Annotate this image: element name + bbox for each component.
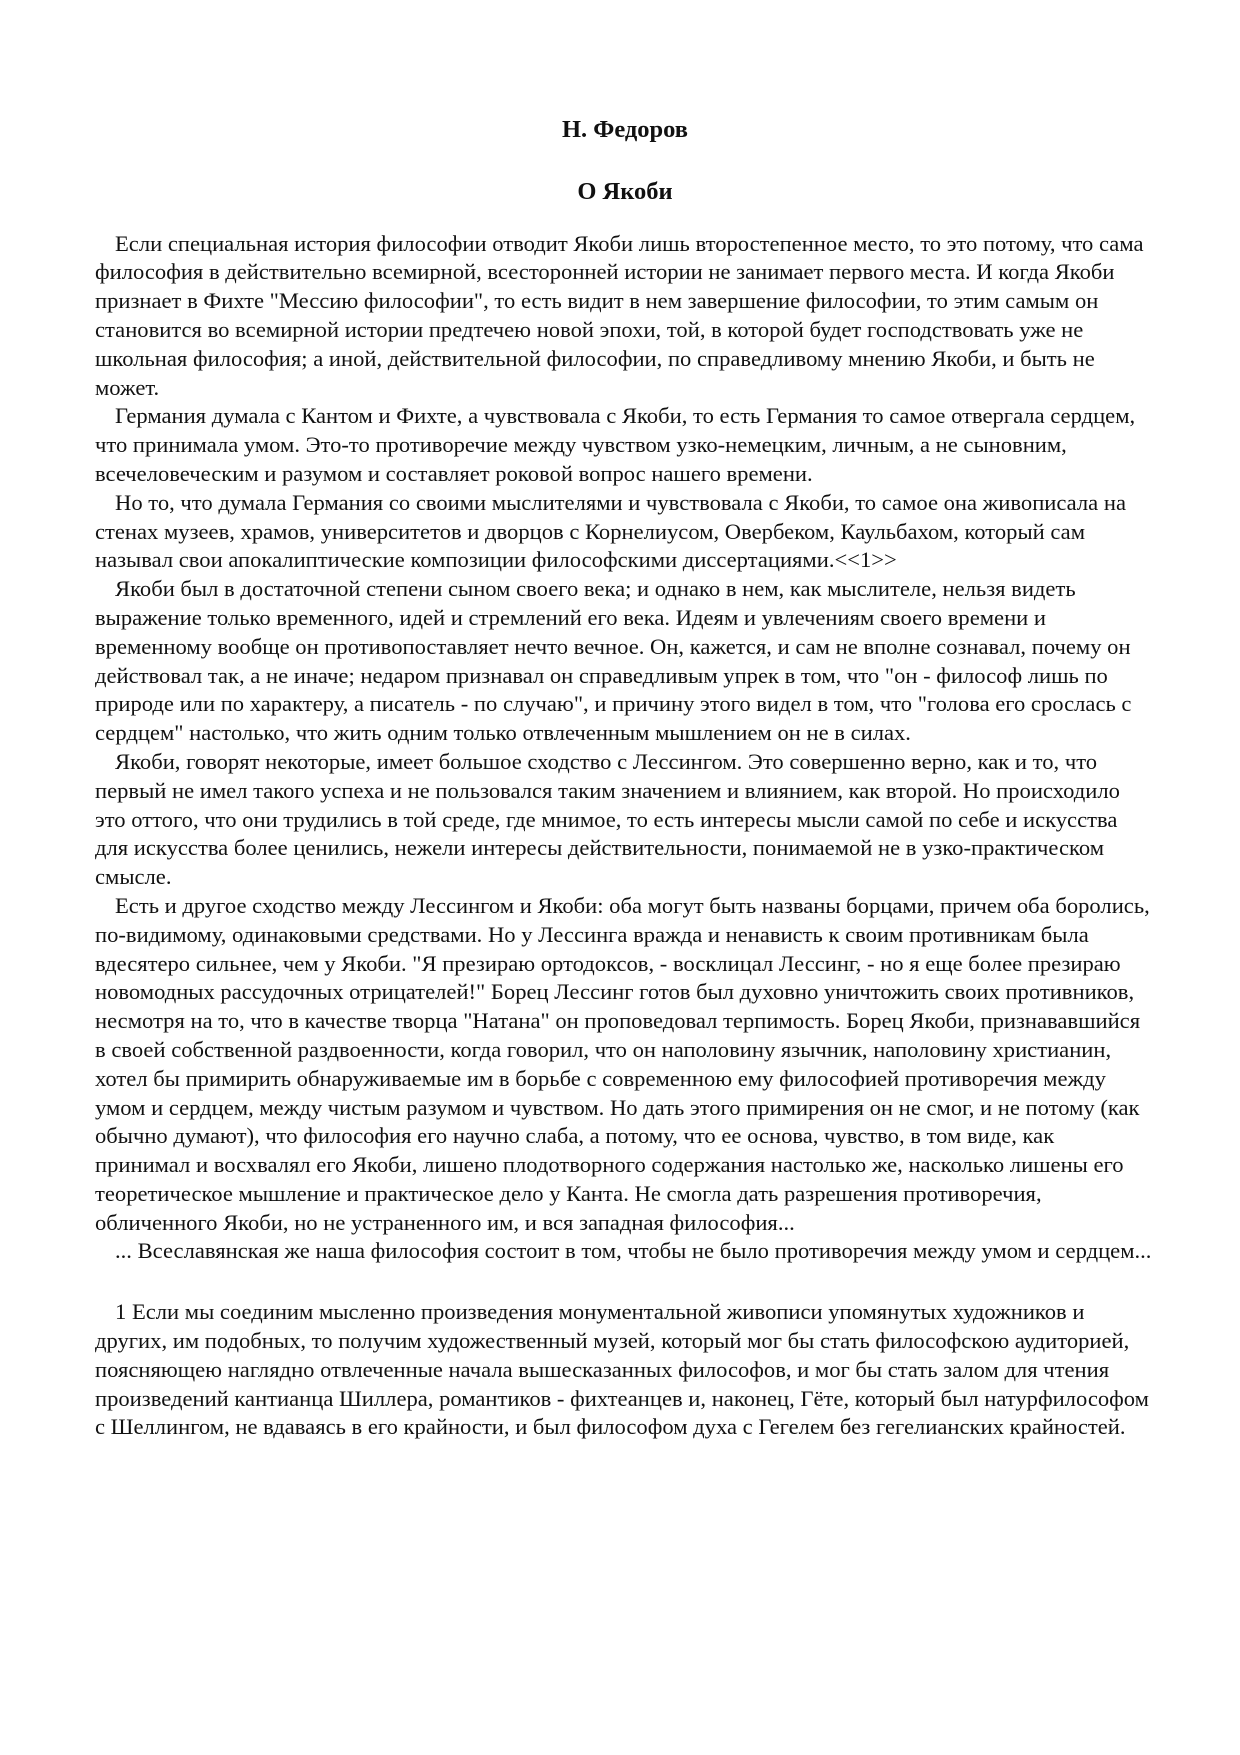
paragraph-2: Германия думала с Кантом и Фихте, а чувствовала с Якоби, то есть Германия то самое отвергала сердцем, что принимала умом. Это-то противоречие между чувством узко-немецким, личным, а не сыновним, всечеловеческим и разумом и составляет роковой вопрос нашего времени. xyxy=(95,403,1136,486)
paragraph-4: Якоби был в достаточной степени сыном своего века; и однако в нем, как мыслителе, нельзя видеть выражение только временного, идей и стремлений его века. Идеям и увлечениям своего времени и временному вообще он противопоставляет нечто вечное. Он, кажется, и сам не вполне сознавал, почему он действовал так, а не иначе; недаром признавал он справедливым упрек в том, что "он - философ лишь по природе или по характеру, а писатель - по случаю", и причину этого видел в том, что "голова его срослась с сердцем" настолько, что жить одним только отвлеченным мышлением он не в силах. xyxy=(95,576,1132,746)
paragraph-5: Якоби, говорят некоторые, имеет большое сходство с Лессингом. Это совершенно верно, как и то, что первый не имел такого успеха и не пользовался таким значением и влиянием, как второй. Но происходило это оттого, что они трудились в той среде, где мнимое, то есть интересы мысли самой по себе и искусства для искусства более ценились, нежели интересы действительности, понимаемой не в узко-практическом смысле. xyxy=(95,748,1120,890)
paragraph-1: Если специальная история философии отводит Якоби лишь второстепенное место, то это потому, что сама философия в действительно всемирной, всесторонней истории не занимает первого места. И когда Якоби признает в Фихте "Мессию философии", то есть видит в нем завершение философии, то этим самым он становится во всемирной истории предтечею новой эпохи, той, в которой будет господствовать уже не школьная философия; а иной, действительной философии, по справедливому мнению Якоби, и быть не может. xyxy=(95,230,1144,400)
author-name: Н. Федоров xyxy=(561,116,689,143)
document-page xyxy=(95,116,1155,1442)
footnote-1: 1 Если мы соединим мысленно произведения монументальной живописи упомянутых художников и других, им подобных, то получим художественный музей, который мог бы стать философскою аудиторией, поясняющею наглядно отвлеченные начала вышесказанных философов, и мог бы стать залом для чтения произведений кантианца Шиллера, романтиков - фихтеанцев и, наконец, Гёте, который был натурфилософом с Шеллингом, не вдаваясь в его крайности, и был философом духа с Гегелем без гегелианских крайностей. xyxy=(95,1299,1149,1440)
paragraph-7: ... Всеславянская же наша философия состоит в том, чтобы не было противоречия между умом и сердцем... xyxy=(115,1238,1152,1264)
paragraph-6: Есть и другое сходство между Лессингом и Якоби: оба могут быть названы борцами, причем оба боролись, по-видимому, одинаковыми средствами. Но у Лессинга вражда и ненависть к своим противникам была вдесятеро сильнее, чем у Якоби. "Я презираю ортодоксов, - восклицал Лессинг, - но я еще более презираю новомодных рассудочных отрицателей!" Борец Лессинг готов был духовно уничтожить своих противников, несмотря на то, что в качестве творца "Натана" он проповедовал терпимость. Борец Якоби, признававшийся в своей собственной раздвоенности, когда говорил, что он наполовину язычник, наполовину христианин, хотел бы примирить обнаруживаемые им в борьбе с современною ему философией противоречия между умом и сердцем, между чистым разумом и чувством. Но дать этого примирения он не смог, и не потому (как обычно думают), что философия его научно слаба, а потому, что ее основа, чувство, в том виде, как принимал и восхвалял его Якоби, лишено плодотворного содержания настолько же, насколько лишены его теоретическое мышление и практическое дело у Канта. Не смогла дать разрешения противоречия, обличенного Якоби, но не устраненного им, и вся западная философия... xyxy=(95,892,1150,1235)
article-title: О Якоби xyxy=(577,177,673,205)
paragraph-3: Но то, что думала Германия со своими мыслителями и чувствовала с Якоби, то самое она живописала на стенах музеев, храмов, университетов и дворцов с Корнелиусом, Овербеком, Каульбахом, который сам называл свои апокалиптические композиции философскими диссертациями.<<1>> xyxy=(95,489,1126,573)
article-body xyxy=(95,230,1155,1267)
